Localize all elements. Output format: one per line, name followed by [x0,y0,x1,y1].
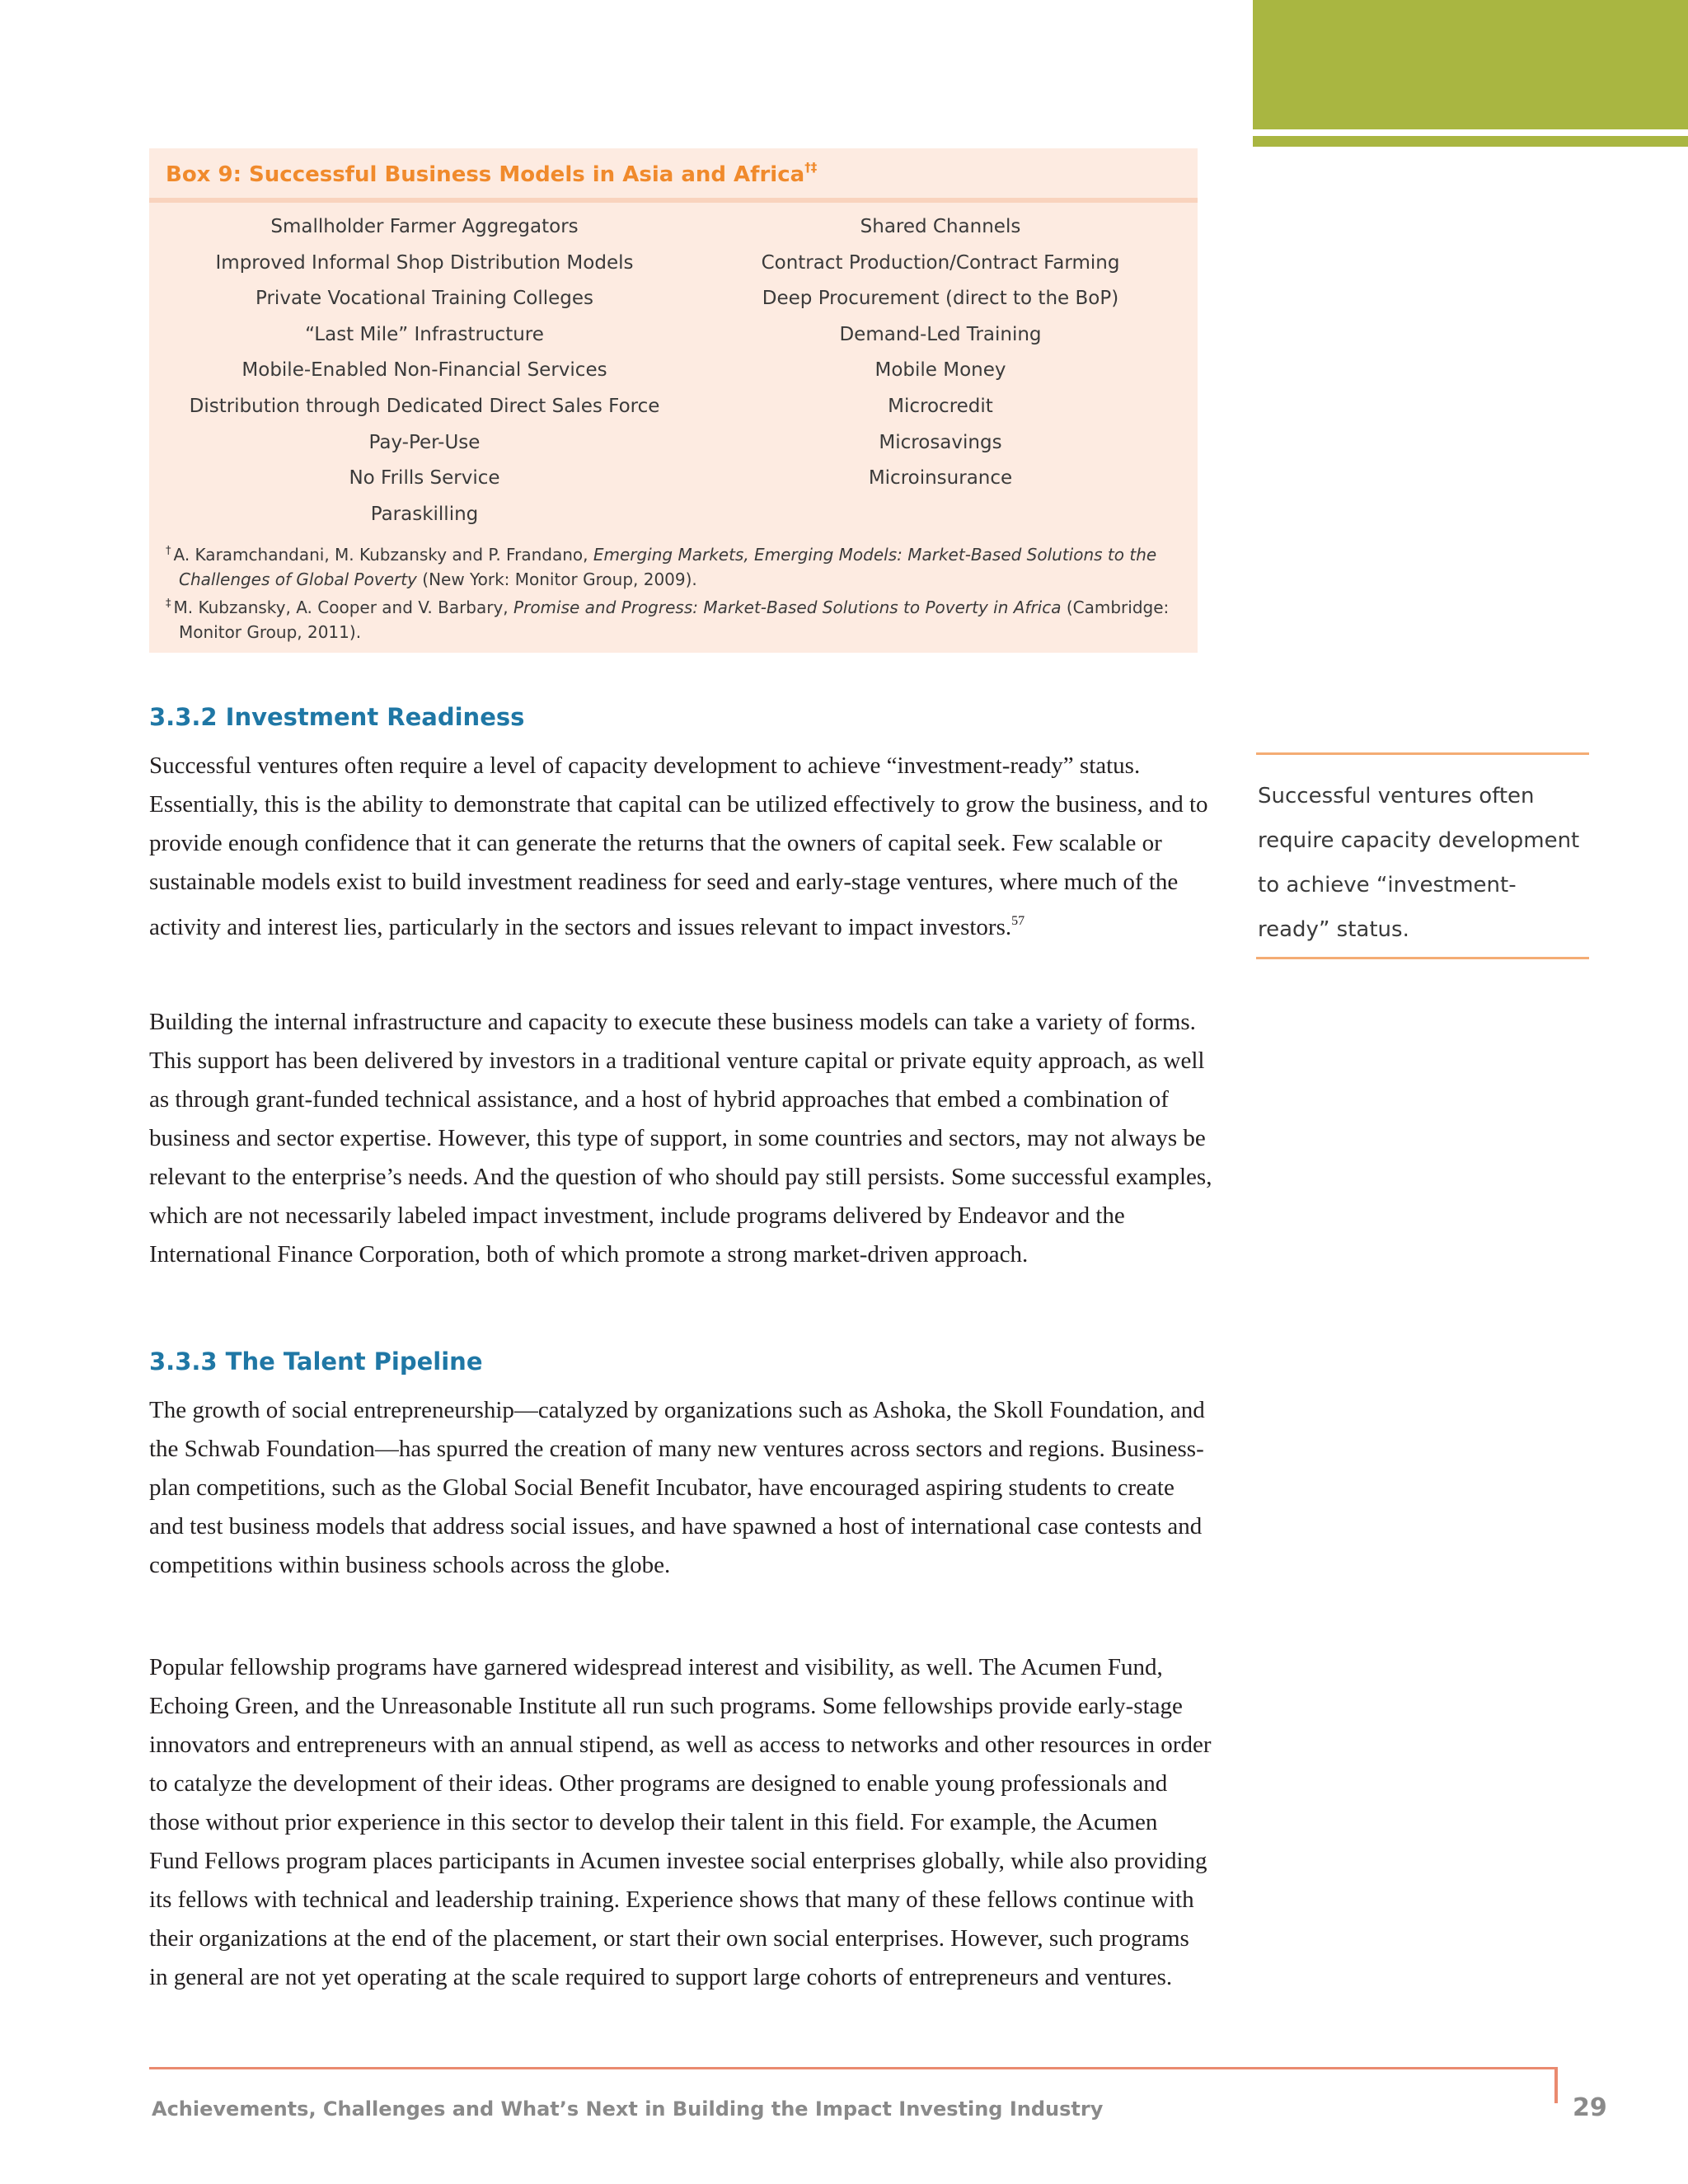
corner-color-stripe [1253,136,1688,147]
business-model-item: Private Vocational Training Colleges [256,288,593,310]
box-footnotes [166,539,1184,644]
footnote-double-dagger [166,592,1184,644]
pull-quote-top-rule [1256,752,1589,755]
pull-quote-text: Successful ventures often require capacity development to achieve “investment-ready” status. [1258,784,1580,942]
footnote-mark: ‡ [166,598,171,610]
footnote-publisher: (Cambridge: Monitor Group, 2011). [179,598,1170,642]
footnote-dagger [166,539,1184,592]
box-9-business-models [149,148,1198,653]
box-title [166,160,817,187]
paragraph-talent-pipeline-1: The growth of social entrepreneurship—catalyzed by organizations such as Ashoka, the Skoll Foundation, and the Schwab Foundation—has spurred the creation of many new ventures across sectors and regions. Business-plan competitions, such as the Global Social Benefit Incubator, have encouraged aspiring students to create and test business models that address social issues, and have spawned a host of international case contests and competitions within business schools across the globe. [149,1397,1205,1578]
business-model-item: Contract Production/Contract Farming [761,251,1120,274]
box-right-column [748,209,1133,497]
paragraph-talent-pipeline-2: Popular fellowship programs have garnered widespread interest and visibility, as well. The Acumen Fund, Echoing Green, and the Unreasonable Institute all run such programs. Some fellowships provide early-stage innovators and entrepreneurs with an annual stipend, as well as access to networks and other resources in order to catalyze the development of their ideas. Other programs are designed to enable young professionals and those without prior experience in this sector to develop their talent in this field. For example, the Acumen Fund Fellows program places participants in Acumen investee social enterprises globally, while also providing its fellows with technical and leadership training. Experience shows that many of these fellows continue with their organizations at the end of the placement, or start their own social enterprises. However, such programs in general are not yet operating at the scale required to support large cohorts of entrepreneurs and ventures. [149,1654,1212,1990]
business-model-item: Microinsurance [868,467,1013,490]
footer-rule [149,2067,1557,2069]
business-model-item: Microcredit [888,395,993,417]
footer-title: Achievements, Challenges and What’s Next in Building the Impact Investing Industry [152,2097,1104,2121]
endnote-ref: 57 [1011,914,1025,928]
pull-quote [1256,752,1589,961]
pull-quote-bottom-rule [1256,957,1589,959]
business-model-item: Deep Procurement (direct to the BoP) [762,288,1119,310]
paragraph-investment-readiness-1 [149,747,1212,947]
footnote-authors: M. Kubzansky, A. Cooper and V. Barbary, [173,598,514,617]
box-divider [149,198,1198,203]
footnote-title: Promise and Progress: Market-Based Solutions to Poverty in Africa [513,598,1062,617]
footnote-authors: A. Karamchandani, M. Kubzansky and P. Frandano, [173,545,593,565]
footnote-mark: † [166,545,171,557]
business-model-item: Distribution through Dedicated Direct Sales Force [189,395,660,417]
box-left-column [166,209,683,532]
paragraph-text: Successful ventures often require a level of capacity development to achieve “investment-ready” status. Essentially, this is the ability to demonstrate that capital can be utilized effectively to grow the business, and to provide enough confidence that it can generate the returns that the owners of capital seek. Few scalable or sustainable models exist to build investment readiness for seed and early-stage ventures, where much of the activity and interest lies, particularly in the sectors and issues relevant to impact investors. [149,752,1208,940]
page-number: 29 [1573,2093,1607,2122]
business-model-item: “Last Mile” Infrastructure [305,323,544,345]
footnote-publisher: (New York: Monitor Group, 2009). [416,569,697,589]
heading-investment-readiness: 3.3.2 Investment Readiness [149,703,525,731]
corner-color-block [1253,0,1688,129]
business-model-item: Paraskilling [370,503,479,525]
business-model-item: Shared Channels [860,216,1021,237]
business-model-item: Demand-Led Training [839,323,1042,345]
footnote-title: Emerging Markets, Emerging Models: Market-Based Solutions to the Challenges of Global Poverty [179,545,1157,589]
box-title-marks: †‡ [804,160,818,175]
heading-talent-pipeline: 3.3.3 The Talent Pipeline [149,1347,483,1376]
paragraph-investment-readiness-2: Building the internal infrastructure and capacity to execute these business models can take a variety of forms. This support has been delivered by investors in a traditional venture capital or private equity approach, as well as through grant-funded technical assistance, and a host of hybrid approaches that embed a combination of business and sector expertise. However, this type of support, in some countries and sectors, may not always be relevant to the enterprise’s needs. And the question of who should pay still persists. Some successful examples, which are not necessarily labeled impact investment, include programs delivered by Endeavor and the International Finance Corporation, both of which promote a strong market-driven approach. [149,1009,1212,1268]
box-title-text: Box 9: Successful Business Models in Asia and Africa [166,162,805,187]
business-model-item: Mobile-Enabled Non-Financial Services [241,359,607,382]
business-model-item: Mobile Money [874,359,1006,382]
business-model-item: Improved Informal Shop Distribution Models [215,251,634,274]
business-model-item: No Frills Service [349,467,500,490]
footer-rule-tick [1554,2067,1558,2103]
business-model-item: Smallholder Farmer Aggregators [270,216,579,237]
business-model-item: Pay-Per-Use [368,431,481,453]
business-model-item: Microsavings [879,431,1002,453]
